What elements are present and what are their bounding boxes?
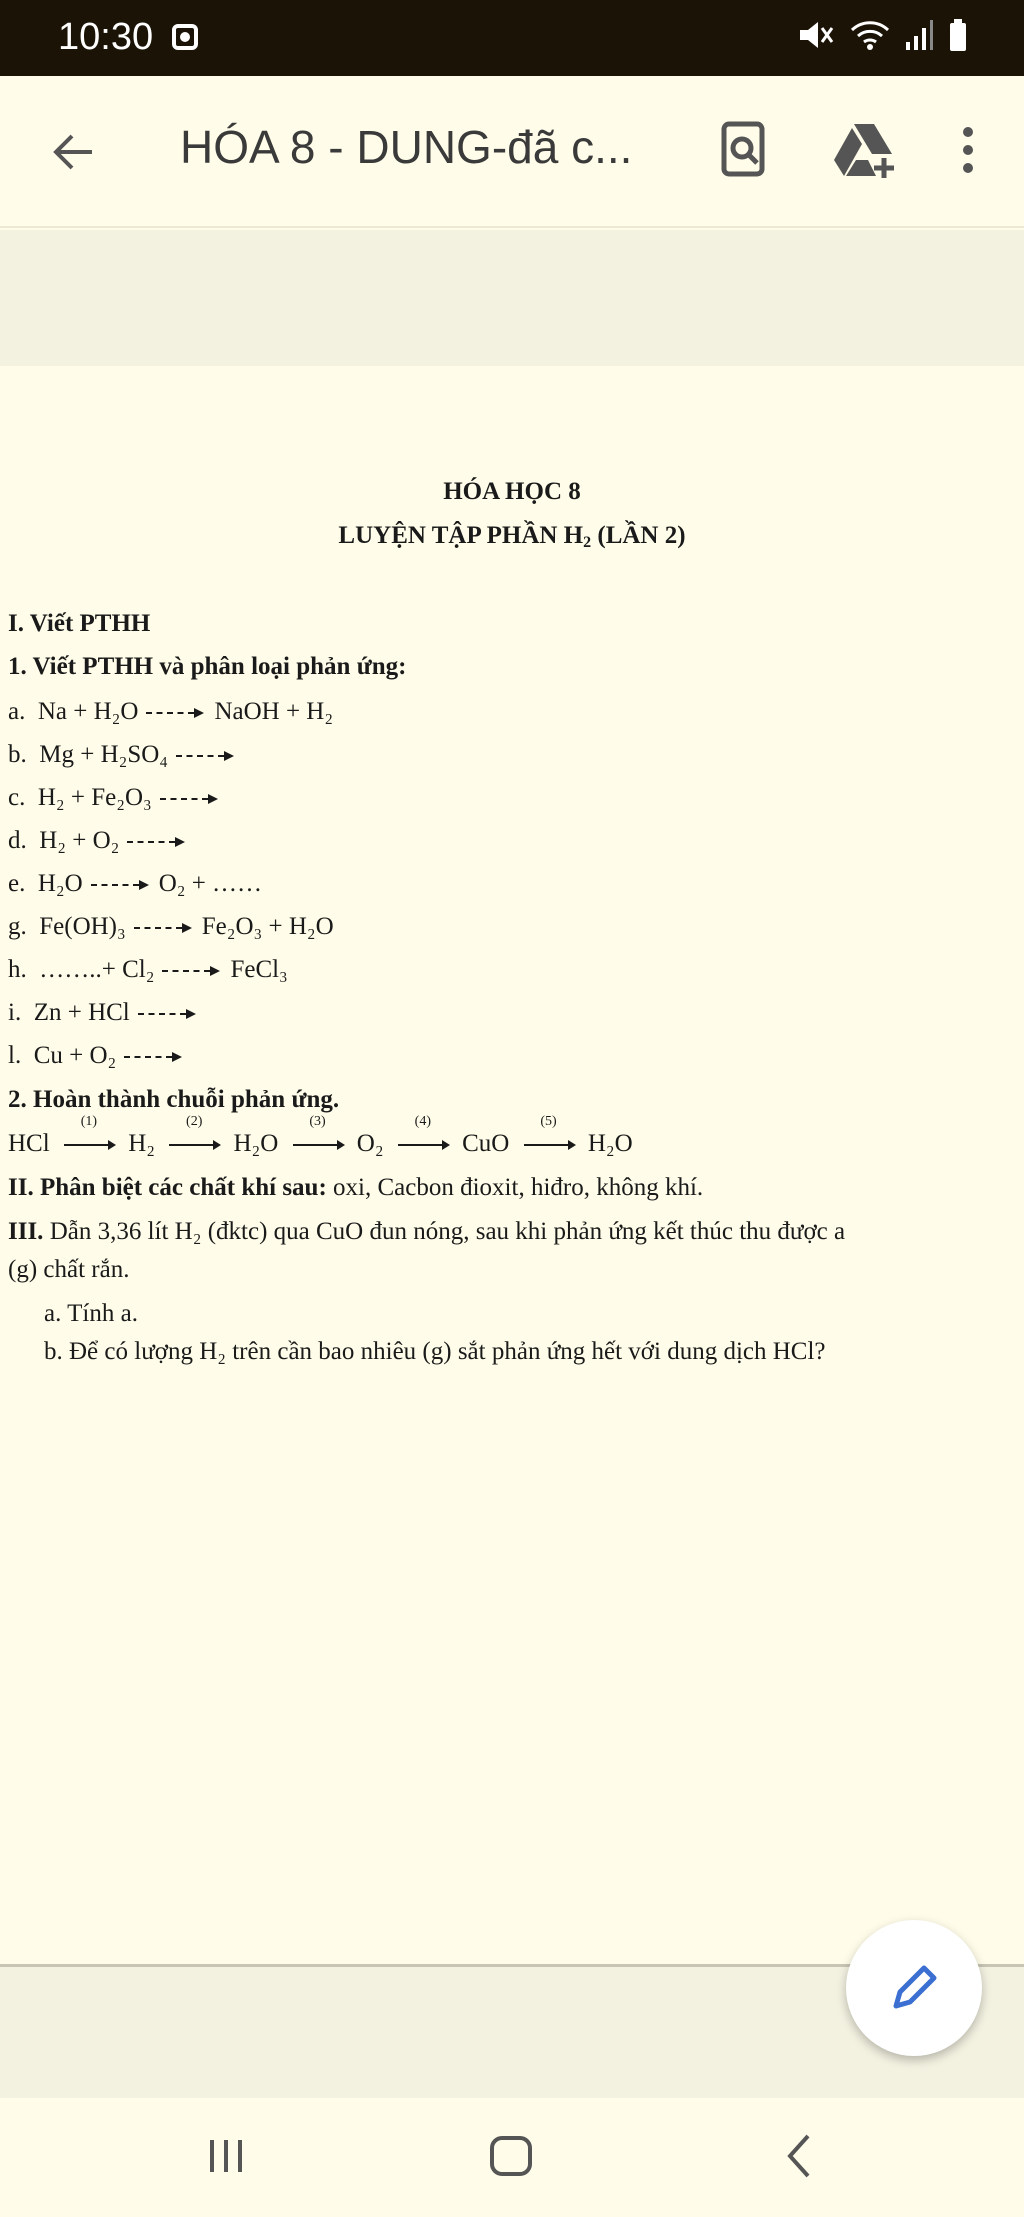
section-1-heading: I. Viết PTHH bbox=[8, 610, 151, 637]
section-3-part-b: b. Để có lượng H₂ trên cần bao nhiêu (g) sắt phản ứng hết với dung dịch HCl? bbox=[44, 1338, 826, 1365]
more-vert-icon bbox=[940, 118, 996, 182]
navigation-bar bbox=[0, 2098, 1024, 2217]
find-in-document-button[interactable] bbox=[712, 118, 776, 182]
section-2: II. Phân biệt các chất khí sau: oxi, Cacbon đioxit, hiđro, không khí. bbox=[8, 1174, 704, 1201]
back-button[interactable] bbox=[40, 120, 104, 184]
dashed-arrow bbox=[91, 880, 151, 890]
reaction-h: h. ……..+ Cl₂ FeCl₃ bbox=[8, 956, 288, 983]
section-3-line-2: (g) chất rắn. bbox=[8, 1256, 130, 1283]
dashed-arrow bbox=[127, 837, 187, 847]
reaction-chain: HCl (1) H₂ (2) H₂O (3) O₂ (4) CuO (5) H₂O bbox=[8, 1114, 633, 1157]
mute-icon bbox=[796, 18, 836, 52]
doc-subheading: LUYỆN TẬP PHẦN $H_2$ (LẦN 2) bbox=[338, 522, 686, 551]
edit-fab-button[interactable] bbox=[846, 1920, 982, 2056]
add-to-drive-button[interactable] bbox=[832, 118, 900, 182]
reaction-c: c. H₂ + Fe₂O₃ bbox=[8, 784, 228, 812]
wifi-icon bbox=[850, 18, 890, 52]
reaction-e: e. H₂O O₂ + …… bbox=[8, 870, 263, 897]
reaction-d: d. H₂ + O₂ bbox=[8, 827, 195, 855]
document-page bbox=[0, 366, 1024, 1964]
dashed-arrow bbox=[124, 1052, 184, 1062]
section-3-part-a: a. Tính a. bbox=[44, 1300, 138, 1327]
reaction-i: i. Zn + HCl bbox=[8, 999, 206, 1027]
doc-heading: HÓA HỌC 8 bbox=[443, 478, 581, 505]
status-time: 10:30 bbox=[58, 16, 154, 58]
dashed-arrow bbox=[162, 966, 222, 976]
reaction-l: l. Cu + O₂ bbox=[8, 1042, 192, 1070]
document-title: HÓA 8 - DUNG-đã c... bbox=[180, 121, 633, 173]
chain-arrow-5: (5) bbox=[522, 1130, 576, 1158]
notification-icon bbox=[172, 24, 198, 50]
reaction-a: a. Na + H₂O NaOH + H₂ bbox=[8, 698, 334, 725]
battery-icon bbox=[948, 18, 968, 52]
recent-apps-button[interactable] bbox=[206, 2138, 246, 2174]
arrow-left-icon bbox=[50, 132, 94, 172]
status-bar bbox=[0, 0, 1024, 76]
dashed-arrow bbox=[176, 751, 236, 761]
reaction-b: b. Mg + H₂SO₄ bbox=[8, 741, 244, 769]
dashed-arrow bbox=[160, 794, 220, 804]
chain-arrow-4: (4) bbox=[396, 1130, 450, 1158]
chain-arrow-2: (2) bbox=[167, 1130, 221, 1158]
chevron-left-icon bbox=[780, 2132, 820, 2180]
document-search-icon bbox=[712, 118, 776, 182]
signal-icon bbox=[904, 18, 934, 52]
dashed-arrow bbox=[134, 923, 194, 933]
section-3-line-1: III. Dẫn 3,36 lít H₂ (đktc) qua CuO đun nóng, sau khi phản ứng kết thúc thu được a bbox=[8, 1218, 846, 1245]
more-options-button[interactable] bbox=[940, 118, 996, 182]
system-back-button[interactable] bbox=[780, 2132, 820, 2180]
question-2: 2. Hoàn thành chuỗi phản ứng. bbox=[8, 1086, 340, 1113]
page-gap-top bbox=[0, 230, 1024, 366]
dashed-arrow bbox=[138, 1009, 198, 1019]
chain-arrow-1: (1) bbox=[62, 1130, 116, 1158]
reaction-g: g. Fe(OH)₃ Fe₂O₃ + H₂O bbox=[8, 913, 334, 940]
drive-add-icon bbox=[832, 118, 900, 182]
dashed-arrow bbox=[146, 708, 206, 718]
chain-arrow-3: (3) bbox=[291, 1130, 345, 1158]
recent-apps-icon bbox=[206, 2138, 246, 2174]
question-1: 1. Viết PTHH và phân loại phản ứng: bbox=[8, 653, 407, 680]
home-button[interactable] bbox=[490, 2136, 532, 2176]
status-icons bbox=[796, 18, 968, 52]
pencil-icon bbox=[884, 1958, 944, 2018]
app-bar bbox=[0, 76, 1024, 228]
